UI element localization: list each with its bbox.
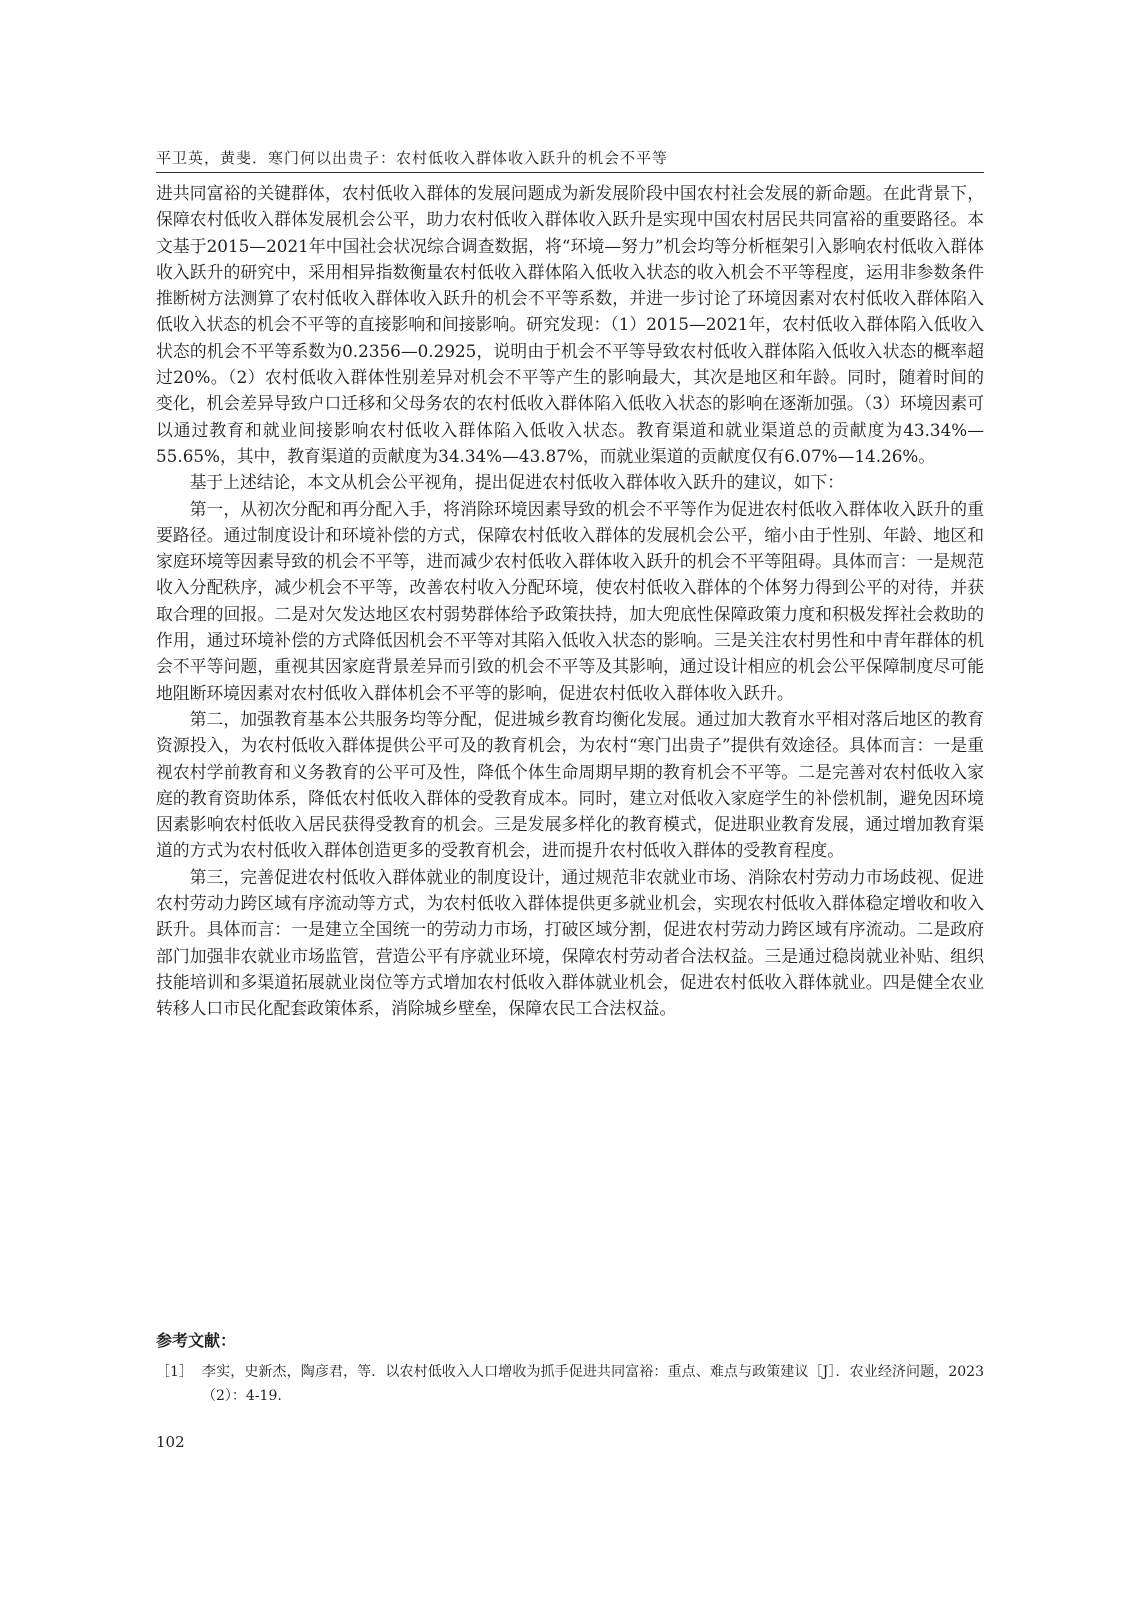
page-number: 102 (156, 1433, 185, 1451)
running-header: 平卫英，黄斐．寒门何以出贵子：农村低收入群体收入跃升的机会不平等 (156, 149, 669, 167)
body-text (156, 180, 984, 1022)
reference-item (156, 1360, 984, 1408)
reference-number: ［1］ (156, 1364, 193, 1380)
references-heading: 参考文献： (156, 1331, 237, 1350)
header-divider (156, 172, 984, 173)
paragraph-recommendation-3: 第三，完善促进农村低收入群体就业的制度设计，通过规范非农就业市场、消除农村劳动力市场歧视、促进农村劳动力跨区域有序流动等方式，为农村低收入群体提供更多就业机会，实现农村低收入群体稳定增收和收入跃升。具体而言：一是建立全国统一的劳动力市场，打破区域分割，促进农村劳动力跨区域有序流动。二是政府部门加强非农就业市场监管，营造公平有序就业环境，保障农村劳动者合法权益。三是通过稳岗就业补贴、组织技能培训和多渠道拓展就业岗位等方式增加农村低收入群体就业机会，促进农村低收入群体就业。四是健全农业转移人口市民化配套政策体系，消除城乡壁垒，保障农民工合法权益。 (156, 866, 984, 1019)
paragraph-continued: 进共同富裕的关键群体，农村低收入群体的发展问题成为新发展阶段中国农村社会发展的新命题。在此背景下，保障农村低收入群体发展机会公平，助力农村低收入群体收入跃升是实现中国农村居民共同富裕的重要路径。本文基于2015—2021年中国社会状况综合调查数据，将“环境—努力”机会均等分析框架引入影响农村低收入群体收入跃升的研究中，采用相异指数衡量农村低收入群体陷入低收入状态的收入机会不平等程度，运用非参数条件推断树方法测算了农村低收入群体收入跃升的机会不平等系数，并进一步讨论了环境因素对农村低收入群体陷入低收入状态的机会不平等的直接影响和间接影响。研究发现：（1）2015—2021年，农村低收入群体陷入低收入状态的机会不平等系数为0.2356—0.2925，说明由于机会不平等导致农村低收入群体陷入低收入状态的概率超过20%。（2）农村低收入群体性别差异对机会不平等产生的影响最大，其次是地区和年龄。同时，随着时间的变化，机会差异导致户口迁移和父母务农的农村低收入群体陷入低收入状态的影响在逐渐加强。（3）环境因素可以通过教育和就业间接影响农村低收入群体陷入低收入状态。教育渠道和就业渠道总的贡献度为43.34%—55.65%，其中，教育渠道的贡献度为34.34%—43.87%，而就业渠道的贡献度仅有6.07%—14.26%。 (156, 183, 984, 466)
paragraph-recommendation-1: 第一，从初次分配和再分配入手，将消除环境因素导致的机会不平等作为促进农村低收入群体收入跃升的重要路径。通过制度设计和环境补偿的方式，保障农村低收入群体的发展机会公平，缩小由于性别、年龄、地区和家庭环境等因素导致的机会不平等，进而减少农村低收入群体收入跃升的机会不平等阻碍。具体而言：一是规范收入分配秩序，减少机会不平等，改善农村收入分配环境，使农村低收入群体的个体努力得到公平的对待，并获取合理的回报。二是对欠发达地区农村弱势群体给予政策扶持，加大兜底性保障政策力度和积极发挥社会救助的作用，通过环境补偿的方式降低因机会不平等对其陷入低收入状态的影响。三是关注农村男性和中青年群体的机会不平等问题，重视其因家庭背景差异而引致的机会不平等及其影响，通过设计相应的机会公平保障制度尽可能地阻断环境因素对农村低收入群体机会不平等的影响，促进农村低收入群体收入跃升。 (156, 498, 984, 703)
reference-text: 李实，史新杰，陶彦君，等．以农村低收入人口增收为抓手促进共同富裕：重点、难点与政策建议［J］．农业经济问题，2023（2）：4-19. (202, 1364, 984, 1404)
paragraph-recommendation-2: 第二，加强教育基本公共服务均等分配，促进城乡教育均衡化发展。通过加大教育水平相对落后地区的教育资源投入，为农村低收入群体提供公平可及的教育机会，为农村“寒门出贵子”提供有效途径。具体而言：一是重视农村学前教育和义务教育的公平可及性，降低个体生命周期早期的教育机会不平等。二是完善对农村低收入家庭的教育资助体系，降低农村低收入群体的受教育成本。同时，建立对低收入家庭学生的补偿机制，避免因环境因素影响农村低收入居民获得受教育的机会。三是发展多样化的教育模式，促进职业教育发展，通过增加教育渠道的方式为农村低收入群体创造更多的受教育机会，进而提升农村低收入群体的受教育程度。 (156, 708, 984, 861)
paragraph-recommendations-intro: 基于上述结论，本文从机会公平视角，提出促进农村低收入群体收入跃升的建议，如下： (189, 472, 845, 493)
